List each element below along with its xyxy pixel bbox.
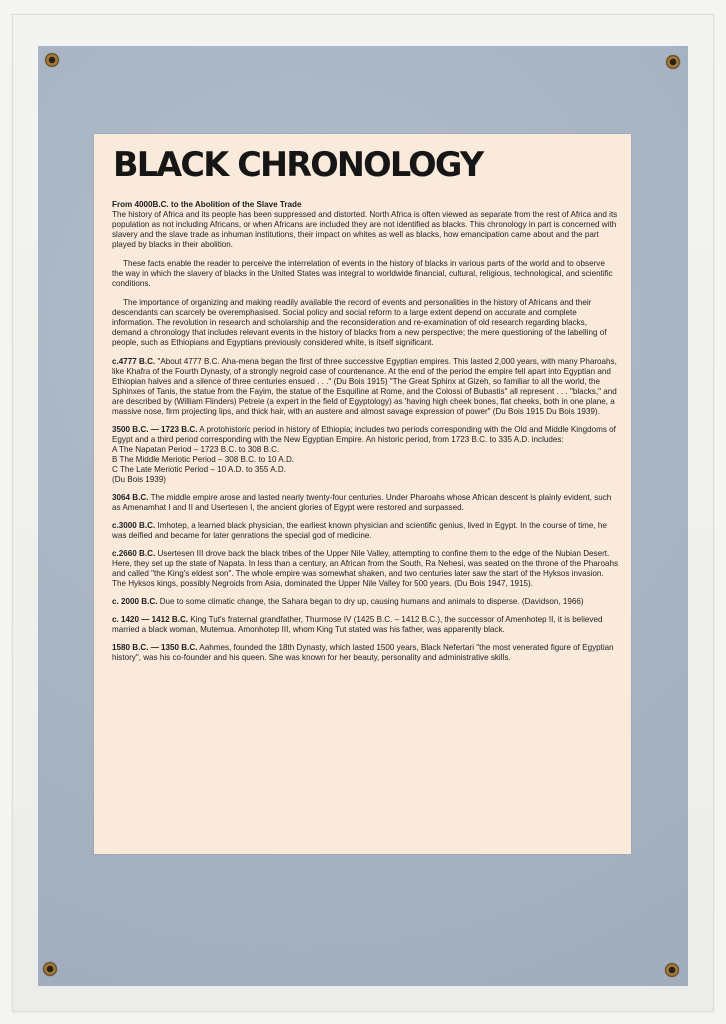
poster-sheet: [94, 134, 631, 854]
entry-date: 3064 B.C.: [112, 493, 149, 502]
chronology-entry: [112, 549, 618, 589]
intro-paragraph: The importance of organizing and making readily available the record of events and personalities in the history of Africans and their descendants can scarcely be overemphasised. Social policy and social reform to a large extent depend on accurate and complete information. The revolution in research and scholarship and the reconsideration and re-examination of old research regarding blacks, demand a chronology that includes relevant events in the history of blacks from a new perspective; the mere questioning of the labelling of people, such as Ethiopians and Egyptians previously considered white, is itself significant.: [112, 298, 607, 347]
period-list-item: A The Napatan Period – 1723 B.C. to 308 B.C.: [112, 445, 280, 454]
intro-paragraph: The history of Africa and its people has been suppressed and distorted. North Africa is often viewed as separate from the rest of Africa and its population as not including Africans, or when Africans are included they are not identified as blacks. This chronology in part is concerned with slavery and the slave trade as inhuman institutions, their impact on whites as well as blacks, how emancipation came about and the part played by blacks in their abolition.: [112, 210, 618, 249]
entry-text: Aahmes, founded the 18th Dynasty, which lasted 1500 years, Black Nefertari "the most venerated figure of Egyptian history", was his co-founder and his queen. She was known for her beauty, personality and administrative skills.: [112, 643, 614, 662]
grommet-icon: [43, 962, 57, 976]
grommet-icon: [665, 963, 679, 977]
entry-text: The middle empire arose and lasted nearly twenty-four centuries. Under Pharoahs whose African descent is plainly evident, such as Amenamhat I and II and Usertesen I, the ancient glories of Egypt were restored and surpassed.: [112, 493, 612, 512]
entry-date: c. 2000 B.C.: [112, 597, 158, 606]
entry-text: "About 4777 B.C. Aha-mena began the first of three successive Egyptian empires. This lasted 2,000 years, with many Pharoahs, like Khafra of the Fourth Dynasty, of a strongly negroid case of countenance. At the end of the period the empire fell apart into Egyptian and Ethiopian halves and a silence of three centuries ensued . . ." (Du Bois 1915) "The Great Sphinx at Gizeh, so familiar to all the world, the Sphinxes of Tanis, the statue from the Fayim, the statue of the Esquiline at Rome, and the Colossi of Bubastis" all represent . . . "blacks," and are described by (William Flinders) Petreie (a expert in the field of Egyptology) as 'having high cheek bones, flat cheeks, both in one plane, a massive nose, firm projecting lips, and thick hair, with an austere and almost savage expression of power" (Du Bois 1915 Du Bois 1939).: [112, 357, 617, 416]
chronology-entry: [112, 521, 618, 541]
chronology-entry: [112, 425, 618, 485]
period-list-item: C The Late Meriotic Period – 10 A.D. to 355 A.D.: [112, 465, 286, 474]
entry-date: c. 1420 — 1412 B.C.: [112, 615, 189, 624]
entry-text: Usertesen III drove back the black tribes of the Upper Nile Valley, attempting to confine them to the edge of the Nubian Desert. Here, they set up the state of Napata. In less than a century, an African from the South, Ra Nehesi, was seated on the throne of the Pharoahs and called "the King's eldest son". The whole empire was somewhat shaken, and two centuries later saw the start of the Hyksos invasion. The Hyksos kings, possibly Negroids from Asia, dominated the Upper Nile Valley for 500 years. (Du Bois 1947, 1915).: [112, 549, 619, 588]
entry-text: A protohistoric period in history of Ethiopia; includes two periods corresponding with the Old and Middle Kingdoms of Egypt and a third period corresponding with the New Egyptian Empire. An historic period, from 1723 B.C. to 335 A.D. includes:: [112, 425, 616, 444]
chronology-entry: [112, 597, 618, 607]
entry-citation: (Du Bois 1939): [112, 475, 166, 484]
chronology-entry: [112, 615, 618, 635]
entry-date: 1580 B.C. — 1350 B.C.: [112, 643, 198, 652]
poster-subtitle: From 4000B.C. to the Abolition of the Slave Trade: [112, 200, 302, 209]
entry-text: Imhotep, a learned black physician, the earliest known physician and scientific genius, lived in Egypt. In the course of time, he was deified and became for later genrations the special god of medicine.: [112, 521, 607, 540]
grommet-icon: [666, 55, 680, 69]
entry-text: Due to some climatic change, the Sahara began to dry up, causing humans and animals to disperse. (Davidson, 1966): [159, 597, 584, 606]
entry-date: c.4777 B.C.: [112, 357, 156, 366]
intro-paragraph: These facts enable the reader to perceive the interrelation of events in the history of blacks in various parts of the world and to observe the way in which the slavery of blacks in the United States was integral to worldwide financial, cultural, religious, technological, and scientific conditions.: [112, 259, 613, 288]
entry-date: c.3000 B.C.: [112, 521, 156, 530]
period-list-item: B The Middle Meriotic Period – 308 B.C. to 10 A.D.: [112, 455, 295, 464]
grommet-icon: [45, 53, 59, 67]
poster-title: BLACK CHRONOLOGY: [113, 144, 483, 185]
entry-text: King Tut's fraternal grandfather, Thurmose IV (1425 B.C. – 1412 B.C.), the successor of Amenhotep II, it is believed married a black woman, Mutemua. Amonhotep III, whom King Tut stated was his father, was apparently black.: [112, 615, 603, 634]
entry-date: 3500 B.C. — 1723 B.C.: [112, 425, 198, 434]
chronology-entry: [112, 493, 618, 513]
poster-body: [112, 200, 618, 663]
chronology-entry: [112, 357, 618, 417]
chronology-entry: [112, 643, 618, 663]
entry-date: c.2660 B.C.: [112, 549, 156, 558]
